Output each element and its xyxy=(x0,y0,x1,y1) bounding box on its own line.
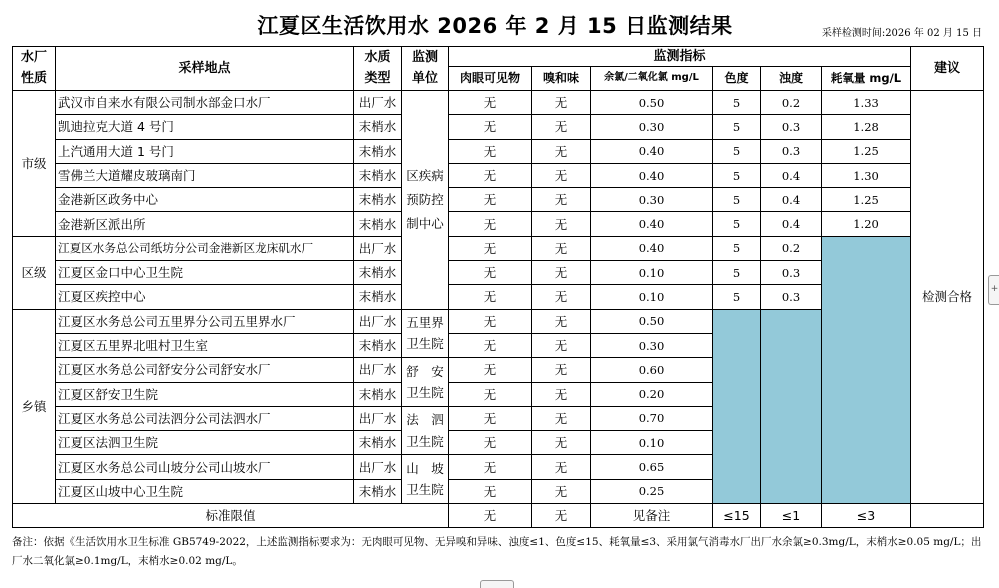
limit-oxygen: ≤3 xyxy=(822,504,911,528)
group-district: 区级 xyxy=(13,236,56,309)
turbidity-cell: 0.2 xyxy=(761,236,822,260)
page-title: 江夏区生活饮用水 2026 年 2 月 15 日监测结果 xyxy=(257,14,733,38)
table-row xyxy=(13,115,984,139)
header-chlorine: 余氯/二氧化氯 mg/L xyxy=(591,67,713,91)
turbidity-cell: 0.4 xyxy=(761,188,822,212)
visible-cell: 无 xyxy=(449,236,532,260)
water-type-cell: 末梢水 xyxy=(354,139,402,163)
color-cell: 5 xyxy=(713,261,761,285)
water-type-cell: 末梢水 xyxy=(354,163,402,187)
smell-cell: 无 xyxy=(532,406,591,430)
smell-cell: 无 xyxy=(532,212,591,236)
chlorine-cell: 0.10 xyxy=(591,431,713,455)
visible-cell: 无 xyxy=(449,406,532,430)
smell-cell: 无 xyxy=(532,139,591,163)
smell-cell: 无 xyxy=(532,285,591,309)
smell-cell: 无 xyxy=(532,115,591,139)
chlorine-cell: 0.10 xyxy=(591,261,713,285)
turbidity-cell: 0.4 xyxy=(761,163,822,187)
table-row xyxy=(13,236,984,260)
chlorine-cell: 0.70 xyxy=(591,406,713,430)
oxygen-cell: 1.28 xyxy=(822,115,911,139)
chlorine-cell: 0.50 xyxy=(591,91,713,115)
color-cell: 5 xyxy=(713,91,761,115)
chlorine-cell: 0.30 xyxy=(591,333,713,357)
turbidity-shaded-cell xyxy=(761,309,822,503)
site-cell: 江夏区水务总公司舒安分公司舒安水厂 xyxy=(56,358,354,382)
chlorine-cell: 0.10 xyxy=(591,285,713,309)
header-advice: 建议 xyxy=(911,47,984,91)
site-cell: 江夏区水务总公司纸坊分公司金港新区龙床矶水厂 xyxy=(56,236,354,260)
header-color: 色度 xyxy=(713,67,761,91)
site-cell: 江夏区水务总公司法泗分公司法泗水厂 xyxy=(56,406,354,430)
limits-label: 标准限值 xyxy=(13,504,449,528)
water-type-cell: 末梢水 xyxy=(354,333,402,357)
turbidity-cell: 0.4 xyxy=(761,212,822,236)
visible-cell: 无 xyxy=(449,455,532,479)
site-cell: 江夏区山坡中心卫生院 xyxy=(56,479,354,503)
group-city: 市级 xyxy=(13,91,56,237)
collapse-handle[interactable] xyxy=(988,275,999,305)
group-town: 乡镇 xyxy=(13,309,56,503)
chlorine-cell: 0.20 xyxy=(591,382,713,406)
advice-cell: 检测合格 xyxy=(911,91,984,504)
color-cell: 5 xyxy=(713,236,761,260)
site-cell: 江夏区水务总公司五里界分公司五里界水厂 xyxy=(56,309,354,333)
chlorine-cell: 0.25 xyxy=(591,479,713,503)
plus-icon: + xyxy=(990,284,999,294)
site-cell: 江夏区水务总公司山坡分公司山坡水厂 xyxy=(56,455,354,479)
water-type-cell: 出厂水 xyxy=(354,406,402,430)
header-water-type-1: 水质 xyxy=(364,49,391,65)
site-cell: 雪佛兰大道耀皮玻璃南门 xyxy=(56,163,354,187)
color-cell: 5 xyxy=(713,163,761,187)
color-cell: 5 xyxy=(713,212,761,236)
visible-cell: 无 xyxy=(449,479,532,503)
smell-cell: 无 xyxy=(532,309,591,333)
smell-cell: 无 xyxy=(532,236,591,260)
water-type-cell: 出厂水 xyxy=(354,309,402,333)
limits-row xyxy=(13,504,984,528)
smell-cell: 无 xyxy=(532,188,591,212)
smell-cell: 无 xyxy=(532,455,591,479)
header-unit-2: 单位 xyxy=(411,70,438,86)
unit-wulijie: 五里界卫生院 xyxy=(402,309,449,358)
table-row xyxy=(13,188,984,212)
smell-cell: 无 xyxy=(532,261,591,285)
limit-turbidity: ≤1 xyxy=(761,504,822,528)
table-row xyxy=(13,139,984,163)
visible-cell: 无 xyxy=(449,382,532,406)
chlorine-cell: 0.40 xyxy=(591,163,713,187)
limit-chlorine: 见备注 xyxy=(591,504,713,528)
oxygen-cell: 1.20 xyxy=(822,212,911,236)
color-cell: 5 xyxy=(713,139,761,163)
water-type-cell: 末梢水 xyxy=(354,212,402,236)
site-cell: 凯迪拉克大道 4 号门 xyxy=(56,115,354,139)
header-indicators: 监测指标 xyxy=(449,47,911,67)
water-type-cell: 末梢水 xyxy=(354,188,402,212)
chlorine-cell: 0.60 xyxy=(591,358,713,382)
visible-cell: 无 xyxy=(449,309,532,333)
turbidity-cell: 0.3 xyxy=(761,261,822,285)
water-type-cell: 末梢水 xyxy=(354,382,402,406)
smell-cell: 无 xyxy=(532,333,591,357)
header-plant-type-2: 性质 xyxy=(20,70,47,86)
visible-cell: 无 xyxy=(449,261,532,285)
turbidity-cell: 0.3 xyxy=(761,115,822,139)
water-type-cell: 出厂水 xyxy=(354,236,402,260)
turbidity-cell: 0.3 xyxy=(761,285,822,309)
chlorine-cell: 0.65 xyxy=(591,455,713,479)
limit-smell: 无 xyxy=(532,504,591,528)
chlorine-cell: 0.40 xyxy=(591,212,713,236)
visible-cell: 无 xyxy=(449,163,532,187)
chlorine-cell: 0.40 xyxy=(591,139,713,163)
header-site: 采样地点 xyxy=(56,47,354,91)
table-row xyxy=(13,163,984,187)
limit-advice-blank xyxy=(911,504,984,528)
water-type-cell: 末梢水 xyxy=(354,479,402,503)
header-turbidity: 浊度 xyxy=(761,67,822,91)
turbidity-cell: 0.2 xyxy=(761,91,822,115)
visible-cell: 无 xyxy=(449,188,532,212)
water-type-cell: 末梢水 xyxy=(354,115,402,139)
chlorine-cell: 0.30 xyxy=(591,115,713,139)
site-cell: 江夏区疾控中心 xyxy=(56,285,354,309)
color-cell: 5 xyxy=(713,115,761,139)
unit-shanpo: 山 坡卫生院 xyxy=(402,455,449,504)
chlorine-cell: 0.50 xyxy=(591,309,713,333)
site-cell: 上汽通用大道 1 号门 xyxy=(56,139,354,163)
limit-color: ≤15 xyxy=(713,504,761,528)
site-cell: 江夏区五里界北咀村卫生室 xyxy=(56,333,354,357)
water-type-cell: 末梢水 xyxy=(354,261,402,285)
smell-cell: 无 xyxy=(532,91,591,115)
table-row xyxy=(13,212,984,236)
color-cell: 5 xyxy=(713,285,761,309)
water-type-cell: 末梢水 xyxy=(354,431,402,455)
limit-visible: 无 xyxy=(449,504,532,528)
visible-cell: 无 xyxy=(449,115,532,139)
site-cell: 江夏区舒安卫生院 xyxy=(56,382,354,406)
site-cell: 武汉市自来水有限公司制水部金口水厂 xyxy=(56,91,354,115)
chlorine-cell: 0.40 xyxy=(591,236,713,260)
header-smell: 嗅和味 xyxy=(532,67,591,91)
header-water-type-2: 类型 xyxy=(364,70,391,86)
color-cell: 5 xyxy=(713,188,761,212)
visible-cell: 无 xyxy=(449,333,532,357)
water-type-cell: 出厂水 xyxy=(354,358,402,382)
visible-cell: 无 xyxy=(449,358,532,382)
oxygen-cell: 1.30 xyxy=(822,163,911,187)
footnote: 备注：依据《生活饮用水卫生标准 GB5749-2022，上述监测指标要求为：无肉眼可见物、无异嗅和异味、浊度≤1、色度≤15、耗氧量≤3、采用氯气消毒水厂出厂水余氯≥0.3mg/L，末梢水≥0.05 mg/L；出厂水二氧化氯≥0.1mg/L，末梢水≥0.02 mg/L。 xyxy=(12,536,982,567)
smell-cell: 无 xyxy=(532,431,591,455)
smell-cell: 无 xyxy=(532,479,591,503)
unit-cdc: 区疾病预防控制中心 xyxy=(402,91,449,310)
header-plant-type xyxy=(13,47,56,91)
unit-shuan: 舒 安卫生院 xyxy=(402,358,449,407)
oxygen-cell: 1.33 xyxy=(822,91,911,115)
site-cell: 金港新区政务中心 xyxy=(56,188,354,212)
chlorine-cell: 0.30 xyxy=(591,188,713,212)
results-table xyxy=(12,46,984,528)
visible-cell: 无 xyxy=(449,139,532,163)
oxygen-cell: 1.25 xyxy=(822,139,911,163)
header-plant-type-1: 水厂 xyxy=(20,49,47,65)
oxygen-cell: 1.25 xyxy=(822,188,911,212)
water-type-cell: 末梢水 xyxy=(354,285,402,309)
visible-cell: 无 xyxy=(449,285,532,309)
water-type-cell: 出厂水 xyxy=(354,91,402,115)
title-bar xyxy=(0,0,990,46)
oxygen-shaded-cell xyxy=(822,236,911,503)
unit-fasi: 法 泗卫生院 xyxy=(402,406,449,455)
water-type-cell: 出厂水 xyxy=(354,455,402,479)
header-visible: 肉眼可见物 xyxy=(449,67,532,91)
smell-cell: 无 xyxy=(532,163,591,187)
smell-cell: 无 xyxy=(532,382,591,406)
header-row-1 xyxy=(13,47,984,67)
site-cell: 江夏区法泗卫生院 xyxy=(56,431,354,455)
visible-cell: 无 xyxy=(449,431,532,455)
header-oxygen: 耗氧量 mg/L xyxy=(822,67,911,91)
color-shaded-cell xyxy=(713,309,761,503)
table-row xyxy=(13,91,984,115)
visible-cell: 无 xyxy=(449,212,532,236)
header-unit xyxy=(402,47,449,91)
smell-cell: 无 xyxy=(532,358,591,382)
visible-cell: 无 xyxy=(449,91,532,115)
header-unit-1: 监测 xyxy=(411,49,438,65)
header-water-type xyxy=(354,47,402,91)
turbidity-cell: 0.3 xyxy=(761,139,822,163)
sample-time: 采样检测时间:2026 年 02 月 15 日 xyxy=(821,28,982,39)
site-cell: 金港新区派出所 xyxy=(56,212,354,236)
site-cell: 江夏区金口中心卫生院 xyxy=(56,261,354,285)
